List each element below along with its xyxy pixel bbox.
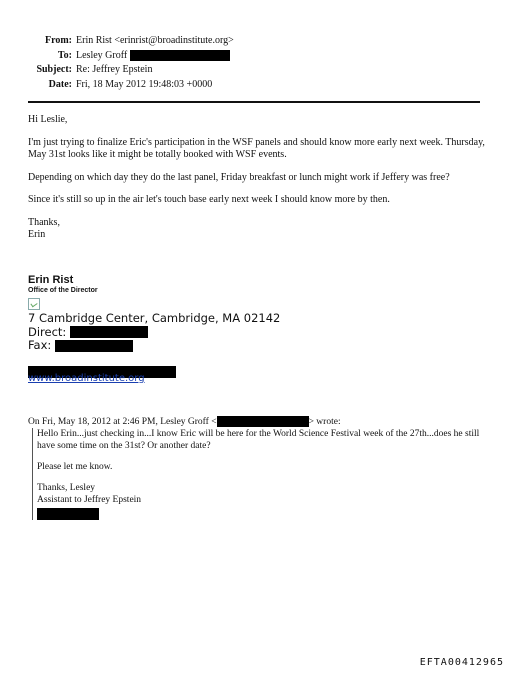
date-label: Date: [48, 78, 72, 90]
quote-intro [28, 416, 341, 428]
subject-row [0, 63, 512, 78]
date-row [0, 78, 512, 93]
quoted-message [32, 428, 487, 520]
signoff-name: Erin [28, 229, 46, 240]
to-value: Lesley Groff [76, 49, 128, 61]
quoted-signoff: Thanks, Lesley [37, 483, 96, 493]
header-divider [28, 101, 480, 103]
body-paragraph-1: I'm just trying to finalize Eric's participation in the WSF panels and should know more early next week. Thursday, May 31st looks like it might be totally booked with WSF events. [28, 136, 485, 160]
fax-label: Fax: [28, 338, 52, 352]
signature-fax-row [28, 339, 488, 353]
document-id: EFTA00412965 [419, 657, 504, 668]
email-signature [28, 274, 488, 384]
redaction-to-email [130, 50, 230, 61]
redaction-direct-phone [70, 326, 148, 338]
greeting: Hi Leslie, [28, 114, 68, 125]
signature-address: 7 Cambridge Center, Cambridge, MA 02142 [28, 311, 281, 325]
redaction-quoted-signature [37, 508, 99, 520]
quote-intro-prefix: On Fri, May 18, 2012 at 2:46 PM, Lesley Groff < [28, 417, 217, 427]
date-value: Fri, 18 May 2012 19:48:03 +0000 [76, 78, 213, 90]
to-label: To: [57, 49, 72, 61]
from-value: Erin Rist <erinrist@broadinstitute.org> [76, 35, 234, 46]
redaction-fax [55, 340, 133, 352]
quoted-signoff-title: Assistant to Jeffrey Epstein [37, 495, 142, 505]
redaction-quote-email [217, 416, 309, 427]
website-link[interactable]: www.broadinstitute.org [28, 373, 145, 384]
body-paragraph-2: Depending on which day they do the last panel, Friday breakfast or lunch might work if Jeffery was free? [28, 171, 450, 183]
from-label: From: [44, 35, 72, 46]
quoted-paragraph-1: Hello Erin...just checking in...I know Eric will be here for the World Science Festival week of the 27th...does he still have some time on the 31st? Or another date? [37, 429, 480, 451]
subject-value: Re: Jeffrey Epstein [76, 64, 153, 75]
quoted-redaction-row [37, 508, 487, 520]
signature-office: Office of the Director [28, 287, 98, 294]
subject-label: Subject: [36, 64, 72, 75]
quoted-paragraph-2: Please let me know. [37, 462, 113, 472]
signature-name: Erin Rist [28, 274, 74, 286]
email-header [0, 34, 512, 92]
to-value-wrap [76, 49, 230, 64]
direct-label: Direct: [28, 324, 67, 339]
from-row [0, 34, 512, 49]
to-row [0, 49, 512, 64]
signoff: Thanks, [28, 216, 60, 228]
quote-intro-suffix: > wrote: [308, 417, 341, 427]
broken-image-icon [28, 298, 40, 310]
email-body [28, 114, 488, 242]
body-paragraph-3: Since it's still so up in the air let's touch base early next week I should know more by then. [28, 194, 390, 205]
signature-direct-row [28, 326, 488, 340]
